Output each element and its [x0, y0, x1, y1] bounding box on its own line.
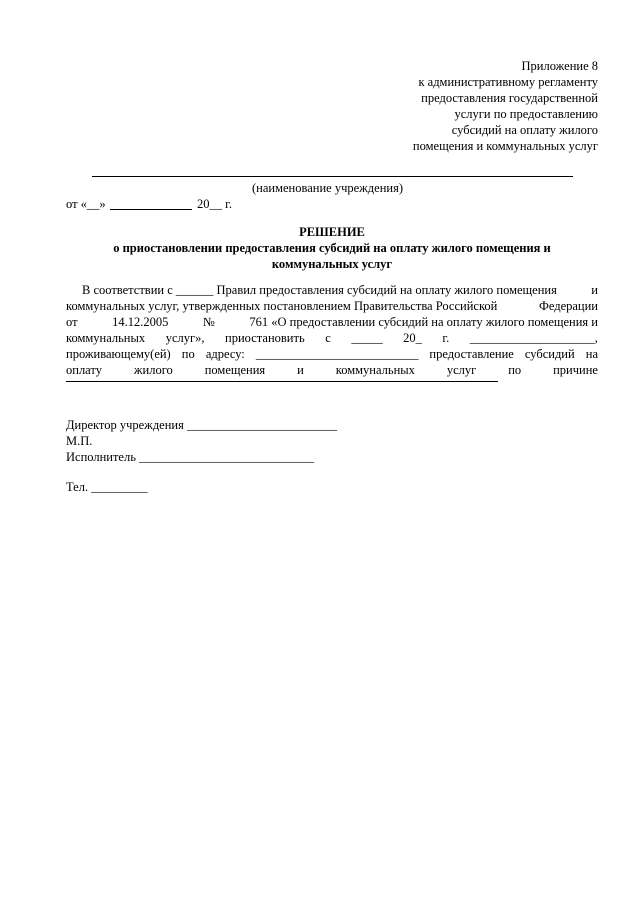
paragraph-text: и — [297, 363, 304, 377]
paragraph-text: г. — [442, 331, 450, 345]
appendix-header — [338, 58, 598, 154]
paragraph-text: Федерации — [538, 299, 598, 313]
appendix-line: к административному регламенту — [418, 75, 598, 89]
document-title: РЕШЕНИЕ — [299, 225, 365, 239]
date-month-line — [110, 209, 192, 210]
paragraph-text: адресу: — [205, 347, 245, 361]
paragraph-text: от — [66, 315, 78, 329]
document-subtitle-line1: о приостановлении предоставления субсидий на оплату жилого помещения и — [113, 241, 551, 255]
paragraph-text: _____ — [351, 331, 383, 345]
paragraph-text: ____________________, — [469, 331, 598, 345]
paragraph-text: услуг», — [165, 331, 205, 345]
paragraph-row — [66, 362, 598, 378]
date-prefix: от «__» — [66, 197, 106, 211]
paragraph-text: предоставление — [429, 347, 514, 361]
paragraph-text: __________________________ — [255, 347, 419, 361]
paragraph-text: помещения — [204, 363, 266, 377]
paragraph-text: на — [585, 347, 598, 361]
institution-name-line — [92, 176, 573, 177]
paragraph-row — [66, 298, 598, 314]
paragraph-text: приостановить — [225, 331, 305, 345]
executor-signature: Исполнитель ____________________________ — [66, 450, 315, 464]
appendix-line: Приложение 8 — [521, 59, 598, 73]
paragraph-text: 14.12.2005 — [112, 315, 169, 329]
paragraph-text: коммунальных — [335, 363, 415, 377]
paragraph-text: услуг — [446, 363, 477, 377]
paragraph-text: оплату — [66, 363, 102, 377]
paragraph-text: причине — [553, 363, 598, 377]
paragraph-text: по — [508, 363, 522, 377]
paragraph-text: 761 «О предоставлении субсидий на оплату жилого помещения и — [249, 315, 598, 329]
stamp-label: М.П. — [66, 434, 93, 448]
paragraph-text: коммунальных услуг, утвержденных постановлением Правительства Российской — [66, 299, 498, 313]
appendix-line: субсидий на оплату жилого — [451, 123, 598, 137]
appendix-line: предоставления государственной — [421, 91, 598, 105]
paragraph-text: субсидий — [524, 347, 575, 361]
paragraph-text: В соответствии с ______ Правил предоставления субсидий на оплату жилого помещения — [82, 283, 557, 297]
document-subtitle-line2: коммунальных услуг — [271, 257, 393, 271]
paragraph-row — [66, 346, 598, 362]
paragraph-text: 20_ — [403, 331, 422, 345]
paragraph-text: и — [591, 283, 598, 297]
paragraph-text: коммунальных — [66, 331, 146, 345]
paragraph-text: № — [202, 315, 215, 329]
date-year: 20__ г. — [197, 197, 232, 211]
phone-field: Тел. _________ — [66, 480, 148, 494]
paragraph-text: проживающему(ей) — [66, 347, 171, 361]
reason-line — [66, 381, 498, 382]
paragraph-row — [66, 282, 598, 298]
paragraph-row — [66, 314, 598, 330]
decision-paragraph — [66, 282, 598, 378]
paragraph-row — [66, 330, 598, 346]
appendix-line: услуги по предоставлению — [454, 107, 598, 121]
director-signature: Директор учреждения ________________________ — [66, 418, 337, 432]
paragraph-text: по — [181, 347, 195, 361]
institution-caption: (наименование учреждения) — [252, 181, 403, 195]
paragraph-text: жилого — [133, 363, 173, 377]
appendix-line: помещения и коммунальных услуг — [412, 139, 598, 153]
paragraph-text: с — [325, 331, 331, 345]
